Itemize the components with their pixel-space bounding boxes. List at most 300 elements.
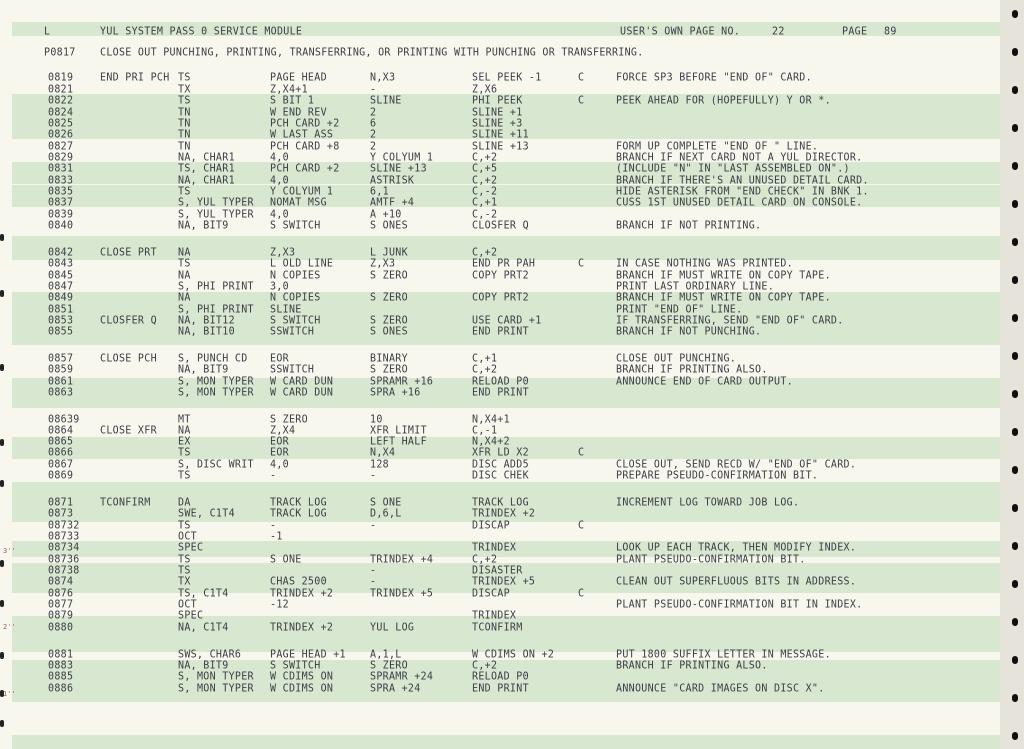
line-card: 0845 <box>48 269 74 282</box>
line-comment: CUSS 1ST UNUSED DETAIL CARD ON CONSOLE. <box>616 196 863 209</box>
punch-hole <box>0 720 4 727</box>
line-flag: C <box>578 519 585 532</box>
line-card: 0853 <box>48 314 74 327</box>
margin-note: 1'' <box>3 690 16 698</box>
line-a2: S ONES <box>370 325 408 338</box>
line-a2: N,X3 <box>370 71 396 84</box>
line-op: NA, C1T4 <box>178 621 229 634</box>
line-addr: NOMAT MSG <box>270 196 327 209</box>
line-a2: 10 <box>370 413 383 426</box>
line-a3: C,+2 <box>472 363 498 376</box>
line-a3: XFR LD X2 <box>472 446 529 459</box>
line-addr: PCH CARD +2 <box>270 117 340 130</box>
line-addr: L OLD LINE <box>270 257 334 270</box>
line-addr: EOR <box>270 352 289 365</box>
line-op: S, MON TYPER <box>178 386 254 399</box>
line-a3: TCONFIRM <box>472 621 523 634</box>
line-a3: END PRINT <box>472 325 529 338</box>
line-op: S, MON TYPER <box>178 682 254 695</box>
line-op: SPEC <box>178 541 204 554</box>
line-a2: SPRA +16 <box>370 386 421 399</box>
line-addr: SSWITCH <box>270 325 315 338</box>
line-card: 0885 <box>48 670 74 683</box>
line-a2: S ONES <box>370 219 408 232</box>
line-comment: PRINT LAST ORDINARY LINE. <box>616 280 775 293</box>
line-a2: S ONE <box>370 496 402 509</box>
line-op: NA, CHAR1 <box>178 151 235 164</box>
line-a2: - <box>370 564 377 577</box>
line-op: NA, BIT10 <box>178 325 235 338</box>
line-card: 0871 <box>48 496 74 509</box>
line-addr: 4,0 <box>270 151 289 164</box>
line-a3: C,-2 <box>472 208 498 221</box>
line-comment: PRINT "END OF" LINE. <box>616 303 743 316</box>
line-addr: EOR <box>270 446 289 459</box>
line-card: 0833 <box>48 174 74 187</box>
line-a2: 128 <box>370 458 389 471</box>
green-bar-band <box>12 735 1010 749</box>
line-op: TS <box>178 469 191 482</box>
line-card: 0879 <box>48 609 74 622</box>
line-comment: BRANCH IF PRINTING ALSO. <box>616 363 768 376</box>
line-card: 0855 <box>48 325 74 338</box>
sprocket-hole <box>1012 162 1018 170</box>
line-a2: A,1,L <box>370 648 402 661</box>
line-addr: SLINE <box>270 303 302 316</box>
line-comment: CLEAN OUT SUPERFLUOUS BITS IN ADDRESS. <box>616 575 857 588</box>
line-card: 08738 <box>48 564 80 577</box>
line-a3: DISC ADD5 <box>472 458 529 471</box>
line-op: TS <box>178 94 191 107</box>
line-card: 0883 <box>48 659 74 672</box>
sprocket-hole <box>1012 314 1018 322</box>
line-addr: PCH CARD +2 <box>270 162 340 175</box>
line-addr: S SWITCH <box>270 314 321 327</box>
line-op: S, DISC WRIT <box>178 458 254 471</box>
line-a3: DISC CHEK <box>472 469 529 482</box>
sprocket-hole <box>1012 276 1018 284</box>
line-a3: C,+2 <box>472 553 498 566</box>
line-a2: ASTRISK <box>370 174 415 187</box>
line-a3: USE CARD +1 <box>472 314 542 327</box>
line-addr: S SWITCH <box>270 659 321 672</box>
line-comment: ANNOUNCE END OF CARD OUTPUT. <box>616 375 793 388</box>
punch-hole <box>0 439 4 446</box>
line-a3: END PRINT <box>472 386 529 399</box>
line-a2: SLINE <box>370 94 402 107</box>
line-op: NA, BIT9 <box>178 659 229 672</box>
line-card: 0873 <box>48 507 74 520</box>
line-card: 0839 <box>48 208 74 221</box>
line-a2: - <box>370 469 377 482</box>
line-op: OCT <box>178 598 197 611</box>
line-addr: W CDIMS ON <box>270 682 334 695</box>
line-a2: S ZERO <box>370 363 408 376</box>
line-op: NA, BIT9 <box>178 363 229 376</box>
line-addr: PAGE HEAD <box>270 71 327 84</box>
line-card: 08733 <box>48 530 80 543</box>
subtitle-card: P0817 <box>44 46 76 59</box>
line-addr: PAGE HEAD +1 <box>270 648 346 661</box>
line-label: TCONFIRM <box>100 496 151 509</box>
line-a3: TRINDEX <box>472 541 517 554</box>
line-addr: Y COLYUM 1 <box>270 185 334 198</box>
line-card: 0831 <box>48 162 74 175</box>
line-a3: RELOAD P0 <box>472 375 529 388</box>
sprocket-hole <box>1012 124 1018 132</box>
line-card: 0840 <box>48 219 74 232</box>
line-addr: -1 <box>270 530 283 543</box>
line-addr: S ZERO <box>270 413 308 426</box>
line-op: SWS, CHAR6 <box>178 648 242 661</box>
sprocket-hole <box>1012 580 1018 588</box>
line-op: TX <box>178 83 191 96</box>
line-a2: AMTF +4 <box>370 196 415 209</box>
line-card: 0867 <box>48 458 74 471</box>
line-a3: RELOAD P0 <box>472 670 529 683</box>
line-comment: BRANCH IF MUST WRITE ON COPY TAPE. <box>616 291 831 304</box>
line-op: NA <box>178 424 191 437</box>
line-addr: S BIT 1 <box>270 94 315 107</box>
sprocket-hole <box>1012 200 1018 208</box>
line-label: CLOSFER Q <box>100 314 157 327</box>
line-a2: TRINDEX +4 <box>370 553 434 566</box>
sprocket-hole <box>1012 732 1018 740</box>
line-comment: FORCE SP3 BEFORE "END OF" CARD. <box>616 71 812 84</box>
line-comment: CLOSE OUT, SEND RECD W/ "END OF" CARD. <box>616 458 857 471</box>
sprocket-hole <box>1012 466 1018 474</box>
line-a3: N,X4+1 <box>472 413 510 426</box>
line-a3: DISASTER <box>472 564 523 577</box>
line-comment: PEEK AHEAD FOR (HOPEFULLY) Y OR *. <box>616 94 831 107</box>
line-comment: FORM UP COMPLETE "END OF " LINE. <box>616 140 819 153</box>
line-op: S, MON TYPER <box>178 670 254 683</box>
line-card: 08732 <box>48 519 80 532</box>
line-addr: W CDIMS ON <box>270 670 334 683</box>
line-op: TN <box>178 140 191 153</box>
line-a3: COPY PRT2 <box>472 291 529 304</box>
line-op: MT <box>178 413 191 426</box>
punch-hole <box>0 652 4 659</box>
line-a3: TRINDEX +5 <box>472 575 536 588</box>
sprocket-hole <box>1012 390 1018 398</box>
line-card: 0864 <box>48 424 74 437</box>
line-flag: C <box>578 587 585 600</box>
line-card: 0842 <box>48 246 74 259</box>
line-comment: BRANCH IF THERE'S AN UNUSED DETAIL CARD. <box>616 174 869 187</box>
line-a2: 6,1 <box>370 185 389 198</box>
punch-hole <box>0 560 4 567</box>
line-a3: COPY PRT2 <box>472 269 529 282</box>
line-comment: PLANT PSEUDO-CONFIRMATION BIT. <box>616 553 806 566</box>
line-addr: S ONE <box>270 553 302 566</box>
line-card: 0874 <box>48 575 74 588</box>
line-a2: Z,X3 <box>370 257 396 270</box>
line-a2: TRINDEX +5 <box>370 587 434 600</box>
line-card: 0865 <box>48 435 74 448</box>
line-comment: BRANCH IF NOT PRINTING. <box>616 219 762 232</box>
line-op: TS <box>178 185 191 198</box>
sprocket-hole <box>1012 618 1018 626</box>
line-a3: TRINDEX <box>472 609 517 622</box>
line-addr: 4,0 <box>270 208 289 221</box>
line-a3: C,+2 <box>472 174 498 187</box>
line-card: 0851 <box>48 303 74 316</box>
line-a2: 2 <box>370 140 377 153</box>
line-a3: PHI PEEK <box>472 94 523 107</box>
line-card: 0881 <box>48 648 74 661</box>
line-card: 0843 <box>48 257 74 270</box>
line-op: TN <box>178 128 191 141</box>
line-op: S, PHI PRINT <box>178 280 254 293</box>
margin-note: 2'' <box>3 623 16 631</box>
line-comment: CLOSE OUT PUNCHING. <box>616 352 737 365</box>
margin-note: 3'' <box>3 547 16 555</box>
header-user-page-no: 22 <box>772 25 785 38</box>
line-addr: W END REV <box>270 106 327 119</box>
line-op: S, YUL TYPER <box>178 208 254 221</box>
line-a2: LEFT HALF <box>370 435 427 448</box>
line-a3: C,+5 <box>472 162 498 175</box>
sprocket-hole <box>1012 48 1018 56</box>
line-comment: IF TRANSFERRING, SEND "END OF" CARD. <box>616 314 844 327</box>
line-op: S, PHI PRINT <box>178 303 254 316</box>
header-page-no: 89 <box>884 25 897 38</box>
line-addr: TRINDEX +2 <box>270 587 334 600</box>
line-label: END PRI PCH <box>100 71 170 84</box>
line-op: TN <box>178 106 191 119</box>
line-op: DA <box>178 496 191 509</box>
line-a2: BINARY <box>370 352 408 365</box>
line-a3: C,+2 <box>472 246 498 259</box>
line-op: TS <box>178 257 191 270</box>
line-card: 0877 <box>48 598 74 611</box>
line-addr: TRACK LOG <box>270 496 327 509</box>
line-comment: INCREMENT LOG TOWARD JOB LOG. <box>616 496 800 509</box>
line-comment: BRANCH IF MUST WRITE ON COPY TAPE. <box>616 269 831 282</box>
line-op: TS <box>178 446 191 459</box>
line-a3: C,-2 <box>472 185 498 198</box>
sprocket-hole <box>1012 10 1018 18</box>
line-flag: C <box>578 94 585 107</box>
line-op: TX <box>178 575 191 588</box>
line-op: SPEC <box>178 609 204 622</box>
line-card: 0880 <box>48 621 74 634</box>
line-addr: EOR <box>270 435 289 448</box>
line-a2: A +10 <box>370 208 402 221</box>
line-label: CLOSE PRT <box>100 246 157 259</box>
line-addr: W LAST ASS <box>270 128 334 141</box>
header-title: YUL SYSTEM PASS 0 SERVICE MODULE <box>100 25 303 38</box>
line-addr: 4,0 <box>270 458 289 471</box>
line-card: 08639 <box>48 413 80 426</box>
line-a3: SLINE +11 <box>472 128 529 141</box>
line-a2: SPRAMR +16 <box>370 375 434 388</box>
line-addr: TRINDEX +2 <box>270 621 334 634</box>
line-op: TS <box>178 553 191 566</box>
line-a3: C,+2 <box>472 659 498 672</box>
line-a2: 2 <box>370 128 377 141</box>
line-addr: N COPIES <box>270 269 321 282</box>
line-op: S, YUL TYPER <box>178 196 254 209</box>
line-addr: S SWITCH <box>270 219 321 232</box>
line-op: TS, CHAR1 <box>178 162 235 175</box>
line-card: 0861 <box>48 375 74 388</box>
line-a2: 6 <box>370 117 377 130</box>
line-a3: DISCAP <box>472 587 510 600</box>
header-user-page-label: USER'S OWN PAGE NO. <box>620 25 741 38</box>
line-a3: W CDIMS ON +2 <box>472 648 555 661</box>
line-card: 0886 <box>48 682 74 695</box>
line-op: S, MON TYPER <box>178 375 254 388</box>
sprocket-hole <box>1012 504 1018 512</box>
line-op: S, PUNCH CD <box>178 352 248 365</box>
line-card: 0859 <box>48 363 74 376</box>
line-addr: W CARD DUN <box>270 386 334 399</box>
punch-hole <box>0 480 4 487</box>
line-card: 08736 <box>48 553 80 566</box>
line-a2: S ZERO <box>370 291 408 304</box>
line-card: 0835 <box>48 185 74 198</box>
punch-hole <box>0 364 4 371</box>
line-card: 0825 <box>48 117 74 130</box>
line-a3: SEL PEEK -1 <box>472 71 542 84</box>
line-a2: S ZERO <box>370 269 408 282</box>
line-addr: Z,X3 <box>270 246 296 259</box>
green-bar-band <box>12 236 1010 260</box>
line-a2: S ZERO <box>370 314 408 327</box>
line-comment: PLANT PSEUDO-CONFIRMATION BIT IN INDEX. <box>616 598 863 611</box>
line-comment: LOOK UP EACH TRACK, THEN MODIFY INDEX. <box>616 541 857 554</box>
line-card: 0866 <box>48 446 74 459</box>
line-card: 0849 <box>48 291 74 304</box>
line-card: 08734 <box>48 541 80 554</box>
line-op: TS <box>178 564 191 577</box>
line-a2: L JUNK <box>370 246 408 259</box>
line-card: 0869 <box>48 469 74 482</box>
header-left-mark: L <box>44 25 51 38</box>
line-op: EX <box>178 435 191 448</box>
line-addr: W CARD DUN <box>270 375 334 388</box>
line-a3: Z,X6 <box>472 83 498 96</box>
line-a2: SLINE +13 <box>370 162 427 175</box>
line-comment: (INCLUDE "N" IN "LAST ASSEMBLED ON".) <box>616 162 850 175</box>
line-a3: C,+2 <box>472 151 498 164</box>
line-addr: 3,0 <box>270 280 289 293</box>
line-card: 0837 <box>48 196 74 209</box>
line-addr: SSWITCH <box>270 363 315 376</box>
line-a3: SLINE +3 <box>472 117 523 130</box>
line-a3: C,-1 <box>472 424 498 437</box>
line-op: TS <box>178 71 191 84</box>
line-addr: N COPIES <box>270 291 321 304</box>
sprocket-hole <box>1012 694 1018 702</box>
line-op: TS <box>178 519 191 532</box>
line-comment: IN CASE NOTHING WAS PRINTED. <box>616 257 793 270</box>
line-op: TS, C1T4 <box>178 587 229 600</box>
line-card: 0819 <box>48 71 74 84</box>
line-addr: - <box>270 469 277 482</box>
line-a3: SLINE +13 <box>472 140 529 153</box>
line-a2: SPRAMR +24 <box>370 670 434 683</box>
line-op: NA <box>178 269 191 282</box>
line-addr: Z,X4+1 <box>270 83 308 96</box>
line-comment: BRANCH IF NEXT CARD NOT A YUL DIRECTOR. <box>616 151 863 164</box>
line-card: 0863 <box>48 386 74 399</box>
line-a2: - <box>370 519 377 532</box>
line-a2: S ZERO <box>370 659 408 672</box>
line-a3: TRINDEX +2 <box>472 507 536 520</box>
line-a2: N,X4 <box>370 446 396 459</box>
punch-hole <box>0 234 4 241</box>
line-addr: CHAS 2500 <box>270 575 327 588</box>
line-comment: PUT 1800 SUFFIX LETTER IN MESSAGE. <box>616 648 831 661</box>
line-a3: TRACK LOG <box>472 496 529 509</box>
line-a2: SPRA +24 <box>370 682 421 695</box>
line-op: NA <box>178 291 191 304</box>
line-a3: N,X4+2 <box>472 435 510 448</box>
line-comment: HIDE ASTERISK FROM "END CHECK" IN BNK 1. <box>616 185 869 198</box>
line-a2: Y COLYUM 1 <box>370 151 434 164</box>
sprocket-hole <box>1012 86 1018 94</box>
line-a3: C,+1 <box>472 352 498 365</box>
line-a3: CLOSFER Q <box>472 219 529 232</box>
line-addr: TRACK LOG <box>270 507 327 520</box>
line-a2: - <box>370 83 377 96</box>
line-comment: BRANCH IF PRINTING ALSO. <box>616 659 768 672</box>
line-label: CLOSE PCH <box>100 352 157 365</box>
line-card: 0821 <box>48 83 74 96</box>
line-a3: END PR PAH <box>472 257 536 270</box>
header-page-label: PAGE <box>842 25 868 38</box>
sprocket-hole <box>1012 656 1018 664</box>
line-addr: PCH CARD +8 <box>270 140 340 153</box>
line-op: OCT <box>178 530 197 543</box>
line-a2: - <box>370 575 377 588</box>
line-card: 0847 <box>48 280 74 293</box>
line-a3: DISCAP <box>472 519 510 532</box>
sprocket-hole <box>1012 238 1018 246</box>
punch-hole <box>0 290 4 297</box>
tractor-feed-strip <box>1000 0 1024 749</box>
line-card: 0876 <box>48 587 74 600</box>
line-flag: C <box>578 257 585 270</box>
sprocket-hole <box>1012 542 1018 550</box>
line-a2: YUL LOG <box>370 621 415 634</box>
line-op: NA, BIT9 <box>178 219 229 232</box>
line-addr: -12 <box>270 598 289 611</box>
line-card: 0827 <box>48 140 74 153</box>
line-addr: Z,X4 <box>270 424 296 437</box>
line-flag: C <box>578 446 585 459</box>
line-op: NA <box>178 246 191 259</box>
line-a3: C,+1 <box>472 196 498 209</box>
line-op: NA, CHAR1 <box>178 174 235 187</box>
sprocket-hole <box>1012 428 1018 436</box>
punch-hole <box>0 600 4 607</box>
line-comment: PREPARE PSEUDO-CONFIRMATION BIT. <box>616 469 819 482</box>
line-op: SWE, C1T4 <box>178 507 235 520</box>
line-a3: SLINE +1 <box>472 106 523 119</box>
line-a3: END PRINT <box>472 682 529 695</box>
line-a2: XFR LIMIT <box>370 424 427 437</box>
line-a2: 2 <box>370 106 377 119</box>
line-op: NA, BIT12 <box>178 314 235 327</box>
sprocket-hole <box>1012 352 1018 360</box>
line-card: 0829 <box>48 151 74 164</box>
line-card: 0824 <box>48 106 74 119</box>
line-addr: - <box>270 519 277 532</box>
